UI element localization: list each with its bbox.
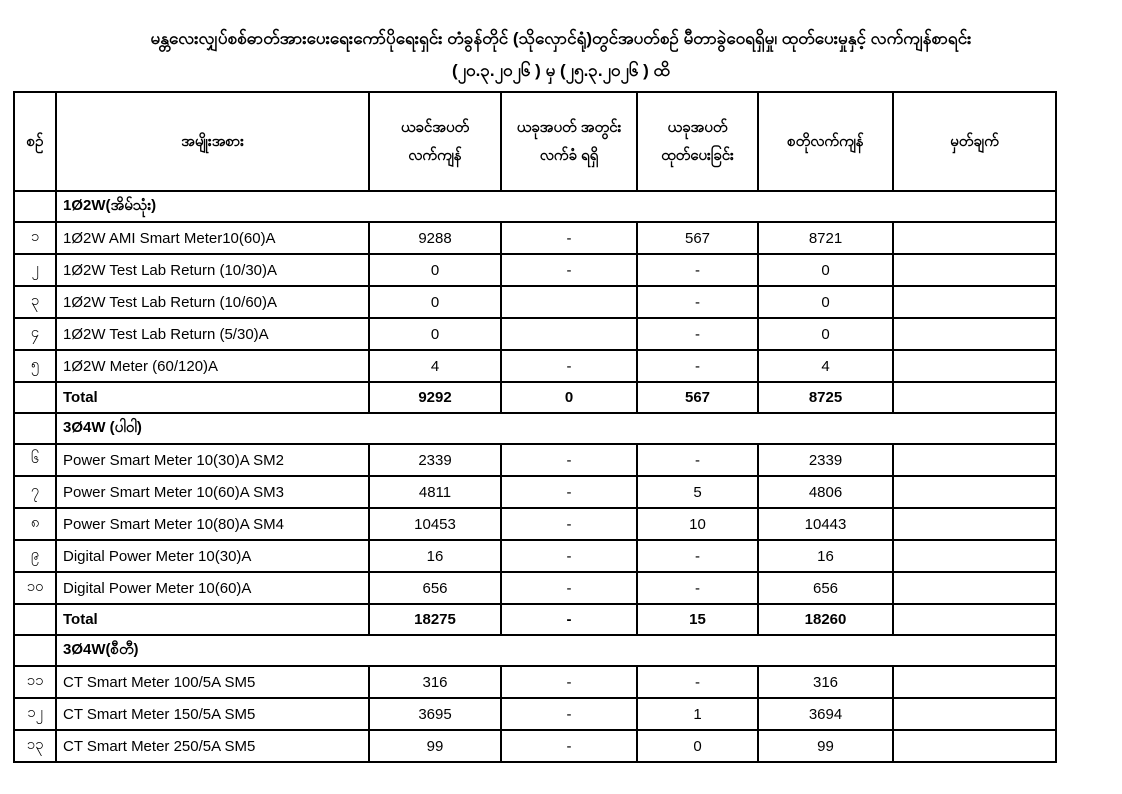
col-header-issued: ယခုအပတ် ထုတ်ပေးခြင်း — [637, 92, 758, 191]
cell-received: - — [501, 222, 637, 254]
cell-type: Power Smart Meter 10(60)A SM3 — [56, 476, 369, 508]
section-header-row — [14, 635, 1056, 666]
cell-issued: - — [637, 444, 758, 476]
total-row — [14, 382, 1056, 413]
section-title: 3Ø4W (ပါဝါ) — [56, 413, 1056, 444]
cell-issued: - — [637, 350, 758, 382]
cell-no — [14, 191, 56, 222]
section-title: 3Ø4W(စီတီ) — [56, 635, 1056, 666]
cell-store-balance: 10443 — [758, 508, 893, 540]
cell-store-balance: 0 — [758, 254, 893, 286]
cell-type: Digital Power Meter 10(60)A — [56, 572, 369, 604]
cell-remark — [893, 666, 1056, 698]
col-header-no: စဉ် — [14, 92, 56, 191]
cell-prev-balance: 0 — [369, 286, 501, 318]
cell-prev-balance: 656 — [369, 572, 501, 604]
cell-remark — [893, 318, 1056, 350]
cell-no: ၁ — [14, 222, 56, 254]
cell-prev-balance: 9288 — [369, 222, 501, 254]
total-label: Total — [56, 382, 369, 413]
cell-no: ၉ — [14, 540, 56, 572]
cell-prev-balance: 0 — [369, 254, 501, 286]
cell-remark — [893, 730, 1056, 762]
cell-no: ၇ — [14, 476, 56, 508]
cell-received: - — [501, 254, 637, 286]
cell-store-balance: 4806 — [758, 476, 893, 508]
cell-store-balance: 316 — [758, 666, 893, 698]
table-row — [14, 444, 1056, 476]
cell-remark — [893, 572, 1056, 604]
cell-store-balance: 16 — [758, 540, 893, 572]
cell-type: CT Smart Meter 150/5A SM5 — [56, 698, 369, 730]
cell-issued: 10 — [637, 508, 758, 540]
cell-received: - — [501, 604, 637, 635]
cell-prev-balance: 16 — [369, 540, 501, 572]
cell-issued: - — [637, 540, 758, 572]
cell-type: CT Smart Meter 250/5A SM5 — [56, 730, 369, 762]
cell-store-balance: 0 — [758, 286, 893, 318]
cell-no: ၄ — [14, 318, 56, 350]
cell-remark — [893, 476, 1056, 508]
cell-received: 0 — [501, 382, 637, 413]
cell-type: Power Smart Meter 10(30)A SM2 — [56, 444, 369, 476]
cell-no: ၅ — [14, 350, 56, 382]
cell-issued: 0 — [637, 730, 758, 762]
cell-issued: - — [637, 318, 758, 350]
cell-type: 1Ø2W Test Lab Return (10/60)A — [56, 286, 369, 318]
cell-remark — [893, 286, 1056, 318]
cell-received: - — [501, 540, 637, 572]
table-row — [14, 730, 1056, 762]
cell-no — [14, 604, 56, 635]
page-title: မန္တလေးလျှပ်စစ်ဓာတ်အားပေးရေးကော်ပိုရေးရှင်း တံခွန်တိုင် (သိုလှောင်ရုံ)တွင်အပတ်စဉ် မီတာခွဲဝေရရှိမှု၊ ထုတ်ပေးမှုနှင့် လက်ကျန်စာရင်း — [150, 29, 972, 48]
cell-remark — [893, 444, 1056, 476]
table-row — [14, 572, 1056, 604]
cell-no — [14, 413, 56, 444]
cell-store-balance: 656 — [758, 572, 893, 604]
cell-no: ၆ — [14, 444, 56, 476]
cell-type: 1Ø2W Meter (60/120)A — [56, 350, 369, 382]
cell-type: 1Ø2W AMI Smart Meter10(60)A — [56, 222, 369, 254]
total-row — [14, 604, 1056, 635]
cell-issued: 567 — [637, 222, 758, 254]
cell-issued: - — [637, 666, 758, 698]
cell-no: ၃ — [14, 286, 56, 318]
table-row — [14, 476, 1056, 508]
cell-received: - — [501, 698, 637, 730]
date-range: (၂၀.၃.၂၀၂၆ ) မှ (၂၅.၃.၂၀၂၆ ) ထိ — [452, 61, 670, 80]
cell-received — [501, 286, 637, 318]
cell-remark — [893, 698, 1056, 730]
cell-received: - — [501, 572, 637, 604]
cell-prev-balance: 0 — [369, 318, 501, 350]
section-title: 1Ø2W(အိမ်သုံး) — [56, 191, 1056, 222]
table-row — [14, 508, 1056, 540]
col-header-remark: မှတ်ချက် — [893, 92, 1056, 191]
cell-type: 1Ø2W Test Lab Return (5/30)A — [56, 318, 369, 350]
cell-no: ၁၀ — [14, 572, 56, 604]
cell-received — [501, 318, 637, 350]
col-header-store-balance: စတိုလက်ကျန် — [758, 92, 893, 191]
cell-store-balance: 2339 — [758, 444, 893, 476]
cell-no — [14, 382, 56, 413]
cell-received: - — [501, 508, 637, 540]
table-row — [14, 540, 1056, 572]
cell-type: Digital Power Meter 10(30)A — [56, 540, 369, 572]
cell-received: - — [501, 444, 637, 476]
cell-prev-balance: 4811 — [369, 476, 501, 508]
meter-inventory-table — [13, 91, 1057, 763]
cell-prev-balance: 10453 — [369, 508, 501, 540]
cell-type: 1Ø2W Test Lab Return (10/30)A — [56, 254, 369, 286]
table-row — [14, 698, 1056, 730]
table-row — [14, 350, 1056, 382]
cell-remark — [893, 222, 1056, 254]
cell-issued: 1 — [637, 698, 758, 730]
cell-prev-balance: 4 — [369, 350, 501, 382]
cell-remark — [893, 350, 1056, 382]
cell-store-balance: 8721 — [758, 222, 893, 254]
cell-no: ၁၃ — [14, 730, 56, 762]
cell-received: - — [501, 476, 637, 508]
cell-remark — [893, 604, 1056, 635]
header-row — [14, 92, 1056, 191]
cell-type: Power Smart Meter 10(80)A SM4 — [56, 508, 369, 540]
cell-remark — [893, 254, 1056, 286]
cell-store-balance: 99 — [758, 730, 893, 762]
cell-no: ၁၂ — [14, 698, 56, 730]
cell-prev-balance: 2339 — [369, 444, 501, 476]
col-header-received: ယခုအပတ် အတွင်းလက်ခံ ရရှိ — [501, 92, 637, 191]
table-row — [14, 254, 1056, 286]
cell-prev-balance: 3695 — [369, 698, 501, 730]
cell-store-balance: 18260 — [758, 604, 893, 635]
cell-no: ၂ — [14, 254, 56, 286]
cell-prev-balance: 316 — [369, 666, 501, 698]
cell-remark — [893, 540, 1056, 572]
cell-received: - — [501, 730, 637, 762]
cell-store-balance: 8725 — [758, 382, 893, 413]
cell-received: - — [501, 666, 637, 698]
table-row — [14, 666, 1056, 698]
col-header-type: အမျိုးအစား — [56, 92, 369, 191]
cell-type: CT Smart Meter 100/5A SM5 — [56, 666, 369, 698]
cell-remark — [893, 508, 1056, 540]
table-row — [14, 222, 1056, 254]
cell-prev-balance: 18275 — [369, 604, 501, 635]
total-label: Total — [56, 604, 369, 635]
cell-issued: 15 — [637, 604, 758, 635]
cell-issued: 567 — [637, 382, 758, 413]
section-header-row — [14, 413, 1056, 444]
cell-issued: - — [637, 572, 758, 604]
cell-prev-balance: 99 — [369, 730, 501, 762]
cell-issued: - — [637, 286, 758, 318]
table-row — [14, 318, 1056, 350]
table-row — [14, 286, 1056, 318]
col-header-prev-balance: ယခင်အပတ် လက်ကျန် — [369, 92, 501, 191]
cell-received: - — [501, 350, 637, 382]
section-header-row — [14, 191, 1056, 222]
cell-no: ၁၁ — [14, 666, 56, 698]
cell-issued: - — [637, 254, 758, 286]
cell-store-balance: 0 — [758, 318, 893, 350]
cell-remark — [893, 382, 1056, 413]
cell-prev-balance: 9292 — [369, 382, 501, 413]
cell-no: ၈ — [14, 508, 56, 540]
cell-no — [14, 635, 56, 666]
cell-store-balance: 3694 — [758, 698, 893, 730]
cell-store-balance: 4 — [758, 350, 893, 382]
cell-issued: 5 — [637, 476, 758, 508]
